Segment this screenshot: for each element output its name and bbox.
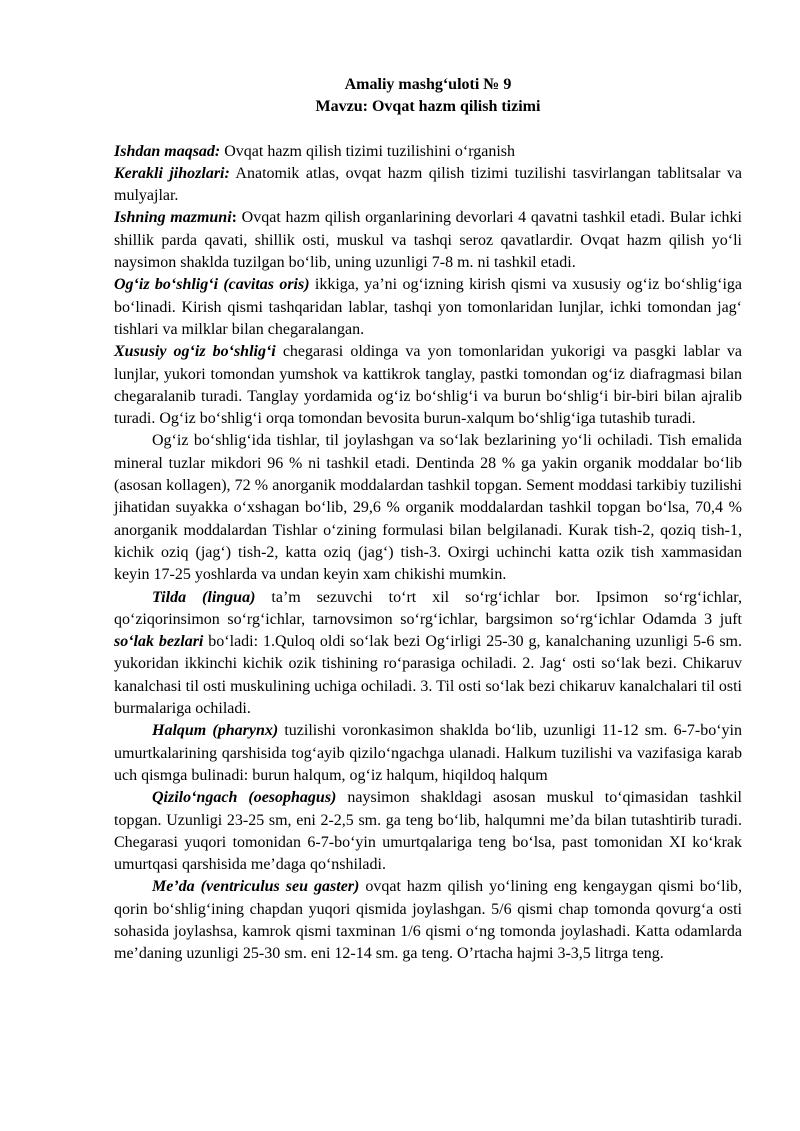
paragraph-ogiz: [114, 274, 742, 341]
label-jihozlar: Kerakli jihozlari:: [114, 164, 230, 182]
paragraph-jihozlar: [114, 163, 742, 208]
paragraph-maqsad: [114, 141, 742, 163]
label-xususiy: Xususiy og‘iz bo‘shlig‘i: [114, 343, 276, 361]
label-halqum: Halqum (pharynx): [152, 722, 279, 740]
label-meda: Me’da (ventriculus seu gaster): [152, 878, 360, 896]
label-solak-bezlari: so‘lak bezlari: [114, 633, 204, 651]
label-tilda: Tilda (lingua): [152, 588, 256, 606]
label-mazmun: Ishning mazmuni: [114, 209, 232, 227]
text-halqum: tuzilishi voronkasimon shaklda bo‘lib, uzunligi 11-12 sm. 6-7-bo‘yin umurtkalarining qarshisida tog‘ayib qizilo‘ngachga ulanadi. Halkum tuzilishi va vazifasiga karab uch qismga bulinadi: burun halqum, og‘iz halqum, hiqildoq halqum: [114, 722, 743, 784]
text-tilda-2: bo‘ladi: 1.Quloq oldi so‘lak bezi Og‘irligi 25-30 g, kanalchaning uzunligi 5-6 sm. yukoridan ikkinchi kichik ozik tishining ro‘parasiga ochiladi. 2. Jag‘ osti so‘lak bezi. Chikaruv kanalchasi til osti muskulining uchiga ochiladi. 3. Til osti so‘lak bezi chikaruv kanalchalari til osti burmalariga ochiladi.: [114, 633, 742, 718]
label-ogiz: Og‘iz bo‘shlig‘i (cavitas oris): [114, 276, 310, 294]
paragraph-tilda: [114, 587, 742, 721]
text-meda: ovqat hazm qilish yo‘lining eng kengaygan qismi bo‘lib, qorin bo‘shlig‘ining chapdan yuqori qismida joylashgan. 5/6 qismi chap tomonda qovurg‘a osti sohasida joylashsa, kamrok qismi taxminan 1/6 qismi o‘ng tomonda joylashadi. Katta odamlarda me’daning uzunligi 25-30 sm. eni 12-14 sm. ga teng. O’rtacha hajmi 3-3,5 litrga teng.: [114, 878, 743, 963]
paragraph-halqum: [114, 720, 742, 787]
colon-mazmun: :: [231, 209, 237, 227]
text-tilda-1: ta’m sezuvchi to‘rt xil so‘rg‘ichlar bor. Ipsimon so‘rg‘ichlar, qo‘ziqorinsimon so‘rg‘ichlar, tarnovsimon so‘rg‘ichlar, bargsimon so‘rg‘ichlar Odamda 3 juft: [114, 588, 742, 628]
document-page: [114, 74, 742, 966]
text-tishlar: Og‘iz bo‘shlig‘ida tishlar, til joylashgan va so‘lak bezlarining yo‘li ochiladi. Tish emalida mineral tuzlar mikdori 96 % ni tashkil etadi. Dentinda 28 % ga yakin organik moddalar bo‘lib (asosan kollagen), 72 % anorganik moddalardan tashkil topgan. Sement moddasi tarkibiy tuzilishi jihatidan suyakka o‘xshagan bo‘lib, 29,6 % organik moddalardan tashkil topgan bo‘lsa, 70,4 % anorganik moddalardan Tishlar o‘zining formulasi bilan belgilanadi. Kurak tish-2, qoziq tish-1, kichik oziq (jag‘) tish-2, katta oziq (jag‘) tish-3. Oxirgi uchinchi katta ozik tish xammasidan keyin 17-25 yoshlarda va undan keyin xam chikishi mumkin.: [114, 432, 742, 584]
text-mazmun: Ovqat hazm qilish organlarining devorlari 4 qavatni tashkil etadi. Bular ichki shillik parda qavati, shillik osti, muskul va tashqi seroz qavatlardir. Ovqat hazm qilish yo‘li naysimon shaklda tuzilgan bo‘lib, uning uzunligi 7-8 m. ni tashkil etadi.: [114, 209, 743, 272]
document-header: [114, 74, 742, 119]
label-maqsad: Ishdan maqsad:: [114, 142, 221, 160]
text-jihozlar: Anatomik atlas, ovqat hazm qilish tizimi tuzilishi tasvirlangan tablitsalar va mulyajlar.: [114, 164, 742, 205]
text-xususiy: chegarasi oldinga va yon tomonlaridan yukorigi va pasgki lablar va lunjlar, yukori tomondan yumshok va kattikrok tanglay, pastki tomondan og‘iz diafragmasi bilan chegaralanib turadi. Tanglay yordamida og‘iz bo‘shlig‘i va burun bo‘shlig‘i bir-biri bilan ajralib turadi. Og‘iz bo‘shlig‘i orqa tomondan bevosita burun-xalqum bo‘shlig‘iga tutashib turadi.: [114, 343, 742, 428]
document-title: Amaliy mashg‘uloti № 9: [344, 76, 512, 93]
text-ogiz: ikkiga, ya’ni og‘izning kirish qismi va xususiy og‘iz bo‘shlig‘iga bo‘linadi. Kirish qismi tashqaridan lablar, tashqi yon tomonlaridan lunjlar, ichki tomondan jag‘ tishlari va milklar bilan chegaralangan.: [114, 276, 743, 338]
header-gap: [114, 119, 742, 141]
document-subtitle: Mavzu: Ovqat hazm qilish tizimi: [315, 98, 541, 116]
paragraph-meda: [114, 876, 742, 965]
paragraph-mazmun: [114, 207, 742, 274]
label-qizilongach: Qizilo‘ngach (oesophagus): [152, 789, 337, 807]
paragraph-qizilongach: [114, 787, 742, 876]
text-qizilongach: naysimon shakldagi asosan muskul to‘qimasidan tashkil topgan. Uzunligi 23-25 sm, eni 2-2,5 sm. ga teng bo‘lib, halqumni me’da bilan tutashtirib turadi. Chegarasi yuqori tomonidan 6-7-bo‘yin umurtqalariga teng bo‘lsa, past tomonidan XI ko‘krak umurtqasi qarshisida me’daga qo‘nshiladi.: [114, 789, 742, 874]
text-maqsad: Ovqat hazm qilish tizimi tuzilishini o‘rganish: [220, 142, 516, 160]
paragraph-xususiy: [114, 341, 742, 430]
paragraph-tishlar: [114, 430, 742, 586]
